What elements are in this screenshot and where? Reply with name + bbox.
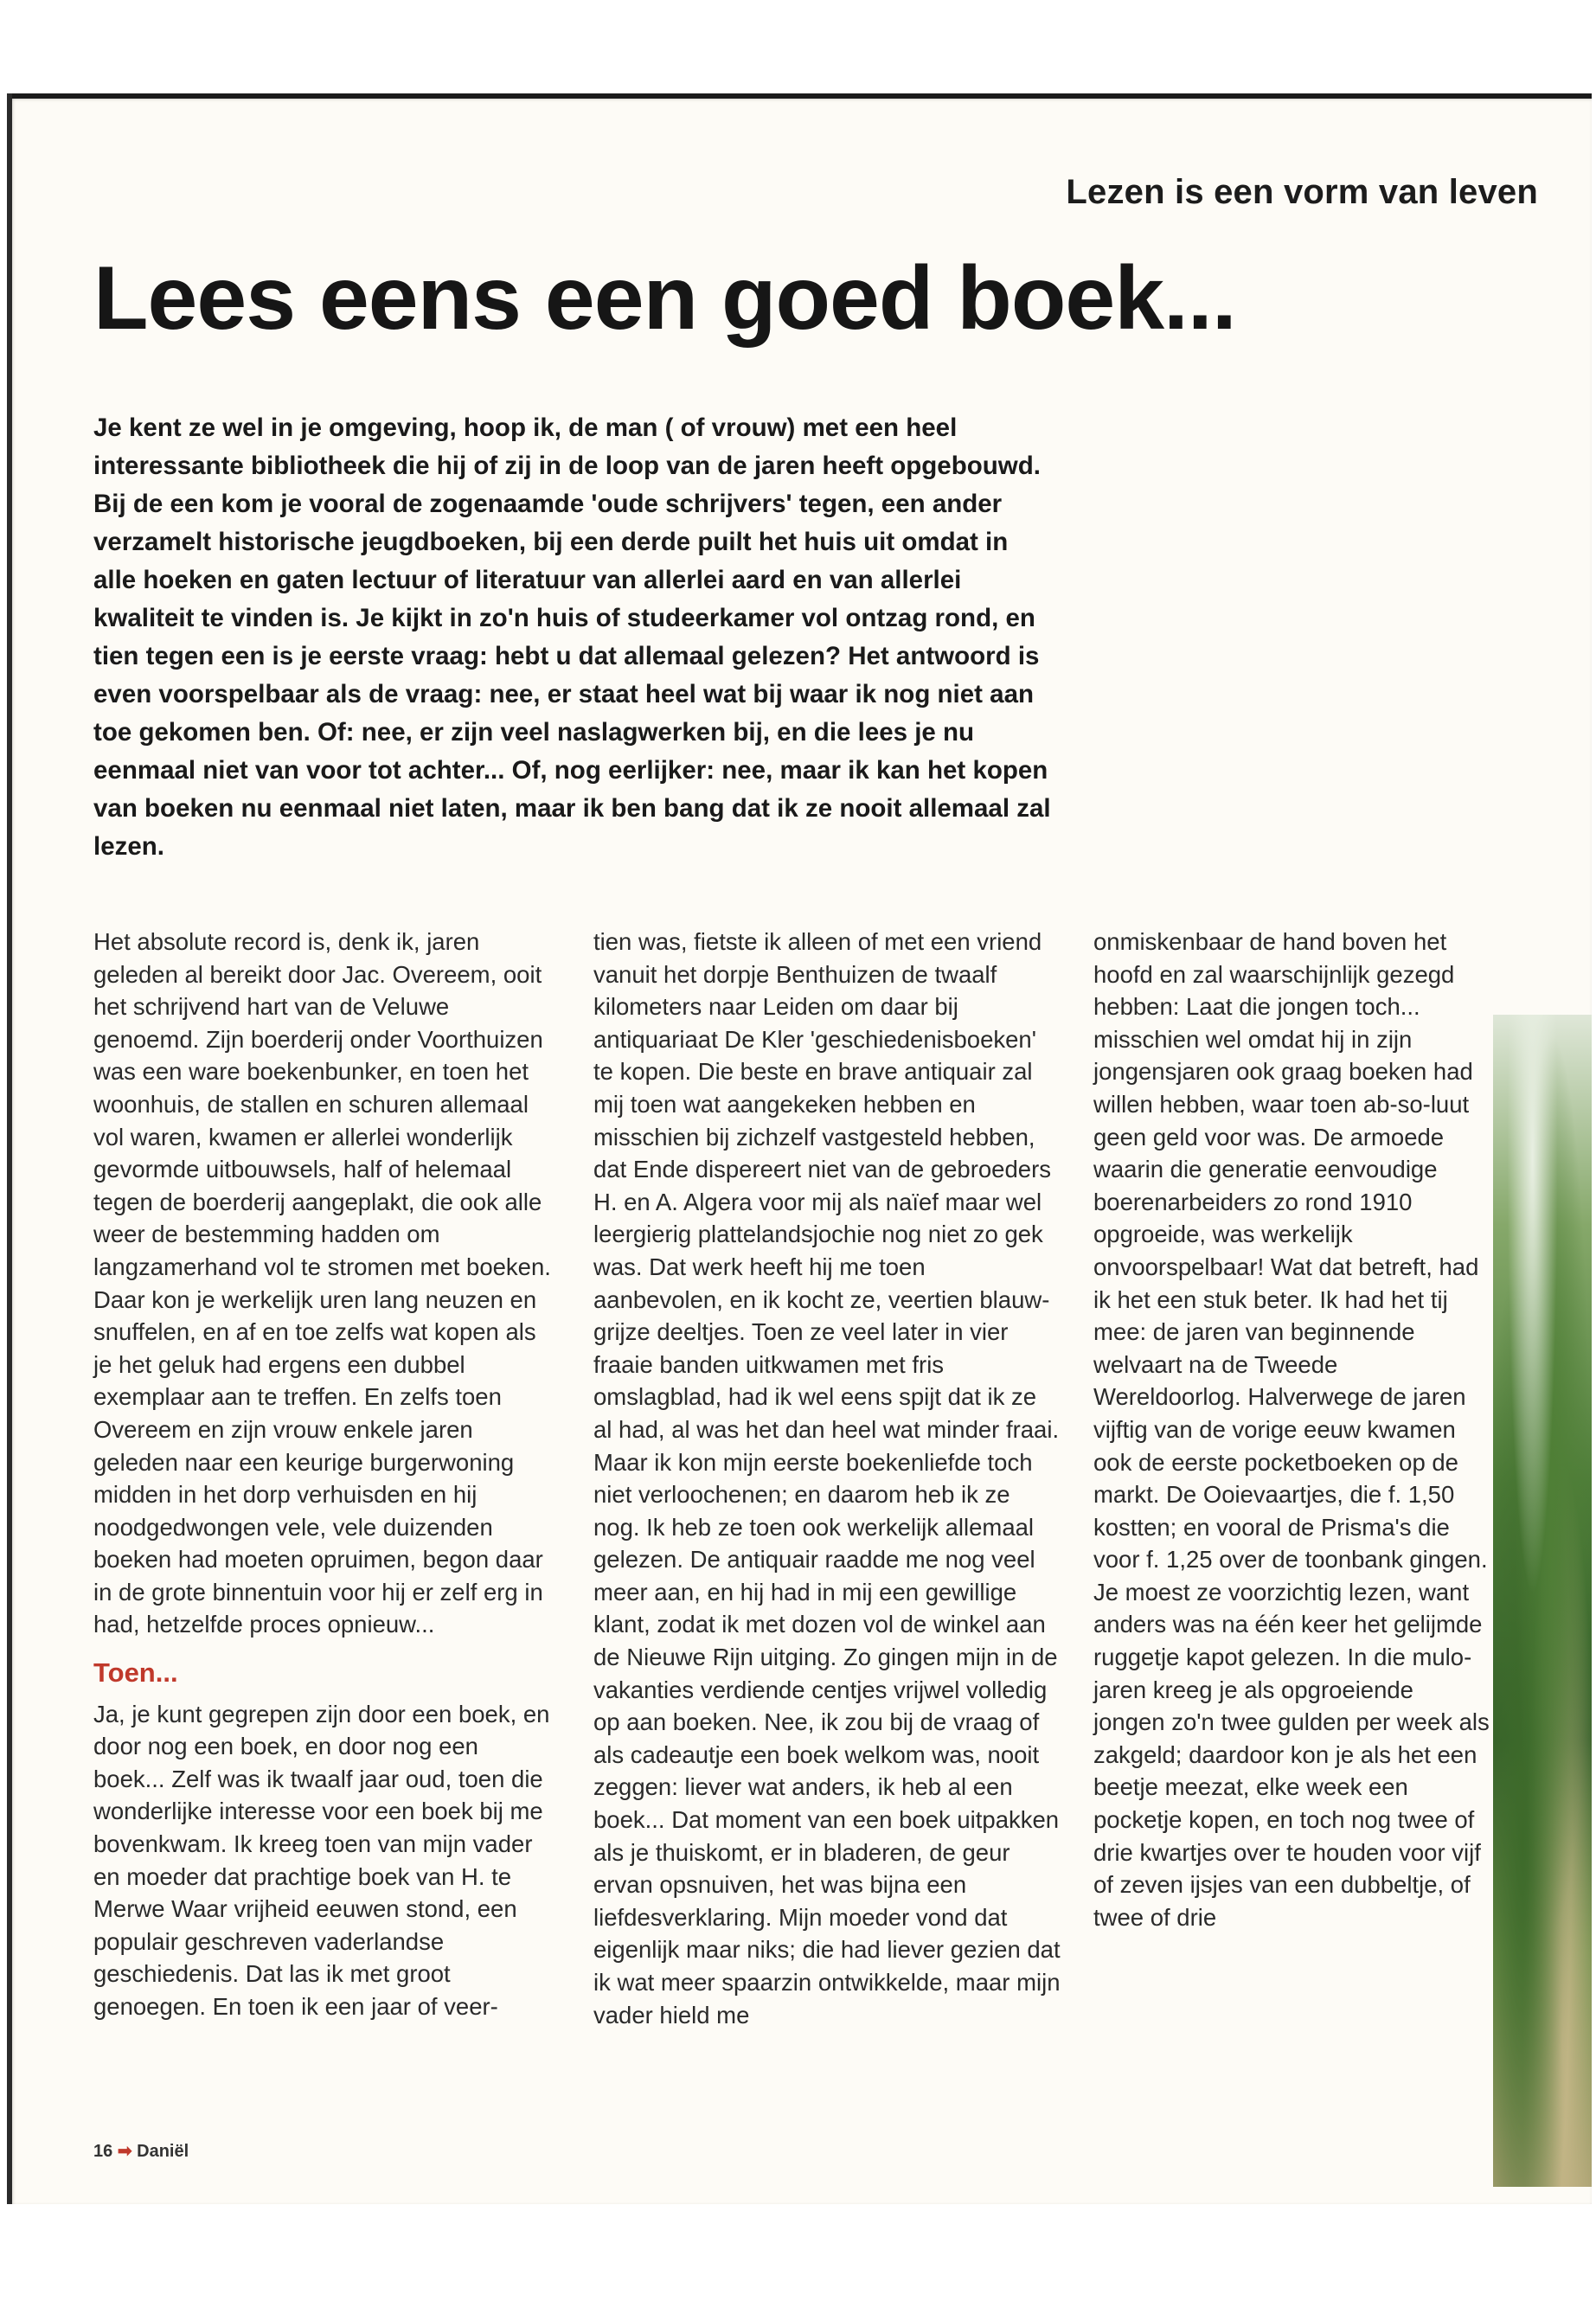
paragraph: Ja, je kunt gegrepen zijn door een boek, en door nog een boek, en door nog een boek... Zelf was ik twaalf jaar oud, toen die wonderlijke interesse voor een boek bij me bovenkwam. Ik kreeg toen van mijn vader en moeder dat prachtige boek van H. te Merwe Waar vrijheid eeuwen stond, een populair geschreven vaderlandse geschiedenis. Dat las ik met groot genoegen. En toen ik een jaar of veer- bbox=[93, 1700, 550, 2020]
subheading: Toen... bbox=[93, 1657, 178, 1689]
section-kicker: Lezen is een vorm van leven bbox=[1066, 173, 1538, 211]
article-headline: Lees eens een goed boek... bbox=[93, 248, 1236, 349]
text-column-3 bbox=[1093, 926, 1491, 1933]
paragraph: tien was, fietste ik alleen of met een vriend vanuit het dorpje Benthuizen de twaalf kilometers naar Leiden om daar bij antiquariaat De Kler 'geschiedenisboeken' te kopen. Die beste en brave antiquair zal mij toen wat aangekeken hebben en misschien bij zichzelf vastgesteld hebben, dat Ende dispereert niet van de gebroeders H. en A. Algera voor mij als naïef maar wel leergierig plattelandsjochie nog niet zo gek was. Dat werk heeft hij me toen aanbevolen, en ik kocht ze, veertien blauw-grijze deeltjes. Toen ze veel later in vier fraaie banden uitkwamen met fris omslagblad, had ik wel eens spijt dat ik ze al had, al was het dan heel wat minder fraai. Maar ik kon mijn eerste boekenliefde toch niet verloochenen; en daarom heb ik ze nog. Ik heb ze toen ook werkelijk allemaal gelezen. De antiquair raadde me nog veel meer aan, en hij had in mij een gewillige klant, zodat ik met dozen vol de winkel aan de Nieuwe Rijn uitging. Zo gingen mijn in de vakanties verdiende centjes vrijwel volledig op aan boeken. Nee, ik zou bij de vraag of als cadeautje een boek welkom was, nooit zeggen: liever wat anders, ik heb al een boek... Dat moment van een boek uitpakken als je thuiskomt, er in bladeren, de geur ervan opsnuiven, het was bijna een liefdesverklaring. Mijn moeder vond dat eigenlijk maar niks; die had liever gezien dat ik wat meer spaarzin ontwikkelde, maar mijn vader hield me bbox=[593, 928, 1061, 2029]
magazine-name: Daniël bbox=[137, 2142, 189, 2161]
page-footer bbox=[93, 2140, 189, 2162]
page-number: 16 bbox=[93, 2142, 113, 2161]
left-border bbox=[7, 93, 12, 2204]
magazine-page bbox=[7, 93, 1592, 2204]
paragraph: onmiskenbaar de hand boven het hoofd en zal waarschijnlijk gezegd hebben: Laat die jongen toch... misschien wel omdat hij in zijn jongensjaren ook graag boeken had willen hebben, waar toen ab-so-luut geen geld voor was. De armoede waarin die generatie eenvoudige boerenarbeiders zo rond 1910 opgroeide, was werkelijk onvoorspelbaar! Wat dat betreft, had ik het een stuk beter. Ik had het tij mee: de jaren van beginnende welvaart na de Tweede Wereldoorlog. Halverwege de jaren vijftig van de vorige eeuw kwamen ook de eerste pocketboeken op de markt. De Ooievaartjes, die f. 1,50 kostten; en vooral de Prisma's die voor f. 1,25 over de toonbank gingen. Je moest ze voorzichtig lezen, want anders was na één keer het gelijmde ruggetje kapot gelezen. In die mulo-jaren kreeg je als opgroeiende jongen zo'n twee gulden per week als zakgeld; daardoor kon je als het een beetje meezat, elke week een pocketje kopen, en toch nog twee of drie kwartjes over te houden voor vijf of zeven ijsjes van een dubbeltje, of twee of drie bbox=[1093, 928, 1490, 1931]
text-column-2 bbox=[593, 926, 1061, 2031]
paragraph: Het absolute record is, denk ik, jaren geleden al bereikt door Jac. Overeem, ooit het schrijvend hart van de Veluwe genoemd. Zijn boerderij onder Voorthuizen was een ware boekenbunker, en toen het woonhuis, de stallen en schuren allemaal vol waren, kwamen er allerlei wonderlijk gevormde uitbouwsels, half of helemaal tegen de boerderij aangeplakt, die ook alle weer de bestemming hadden om langzamerhand vol te stromen met boeken. Daar kon je werkelijk uren lang neuzen en snuffelen, en af en toe zelfs wat kopen als je het geluk had ergens een dubbel exemplaar aan te treffen. En zelfs toen Overeem en zijn vrouw enkele jaren geleden naar een keurige burgerwoning midden in het dorp verhuisden en hij noodgedwongen vele, vele duizenden boeken had moeten opruimen, begon daar in de grote binnentuin voor hij er zelf erg in had, hetzelfde proces opnieuw... bbox=[93, 928, 551, 1638]
nature-photo bbox=[1493, 1015, 1592, 2187]
article-intro: Je kent ze wel in je omgeving, hoop ik, de man ( of vrouw) met een heel interessante bibliotheek die hij of zij in de loop van de jaren heeft opgebouwd. Bij de een kom je vooral de zogenaamde 'oude schrijvers' tegen, een ander verzamelt historische jeugdboeken, bij een derde puilt het huis uit omdat in alle hoeken en gaten lectuur of literatuur van allerlei aard en van allerlei kwaliteit te vinden is. Je kijkt in zo'n huis of studeerkamer vol ontzag rond, en tien tegen een is je eerste vraag: hebt u dat allemaal gelezen? Het antwoord is even voorspelbaar als de vraag: nee, er staat heel wat bij waar ik nog niet aan toe gekomen ben. Of: nee, er zijn veel naslagwerken bij, en die lees je nu eenmaal niet van voor tot achter... Of, nog eerlijker: nee, maar ik kan het kopen van boeken nu eenmaal niet laten, maar ik ben bang dat ik ze nooit allemaal zal lezen. bbox=[93, 413, 1051, 861]
text-column-1 bbox=[93, 926, 552, 2023]
arrow-icon: ➡ bbox=[117, 2142, 132, 2161]
top-border bbox=[7, 93, 1592, 99]
